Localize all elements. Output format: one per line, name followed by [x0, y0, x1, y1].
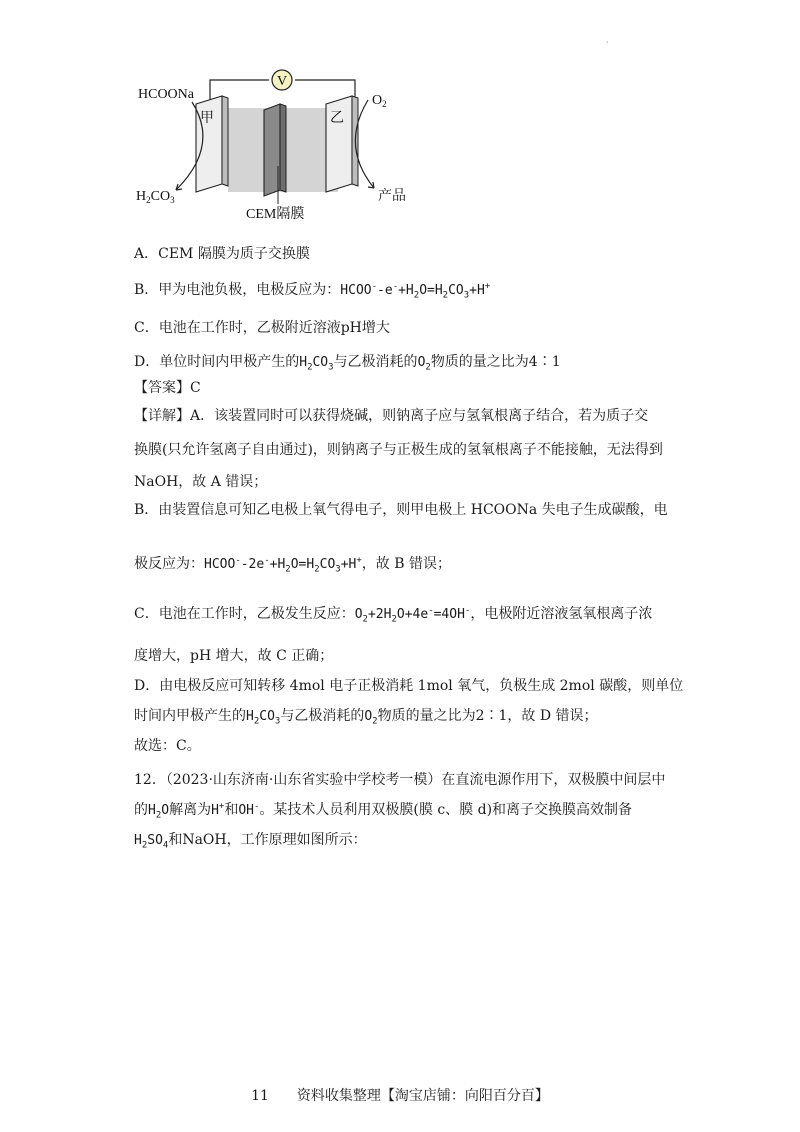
question-12-line-3: $H_2SO_4$和NaOH，工作原理如图所示：: [134, 832, 367, 851]
label-electrode-jia: 甲: [200, 111, 214, 126]
footer-source: 资料收集整理【淘宝店铺：向阳百分百】: [296, 1088, 549, 1104]
svg-text:V: V: [276, 74, 288, 89]
label-cem-membrane: CEM隔膜: [246, 207, 305, 222]
option-c: C．电池在工作时，乙极附近溶液pH增大: [134, 320, 390, 336]
label-hcoona: HCOONa: [138, 87, 194, 102]
explain-line-8: D．由电极反应可知转移 4mol 电子正极消耗 1mol 氧气，负极生成 2mol 碳酸，则单位: [134, 678, 684, 694]
explain-line-5: 极反应为：$HCOO^--2e^-+H_2O=H_2CO_3+H^+$，故 B 错误；: [134, 555, 451, 575]
explain-line-3: NaOH，故 A 错误；: [134, 474, 268, 490]
answer: 【答案】C: [134, 380, 201, 396]
option-a: A．CEM 隔膜为质子交换膜: [134, 246, 310, 262]
corner-mark: ': [606, 40, 609, 49]
explain-line-2: 换膜(只允许氢离子自由通过)，则钠离子与正极生成的氢氧根离子不能接触，无法得到: [134, 442, 663, 458]
explain-line-10: 故选：C。: [134, 738, 201, 754]
option-b: B．甲为电池负极，电极反应为：$HCOO^--e^-+H_2O=H_2CO_3+H^+$: [134, 281, 491, 301]
page-footer: [0, 1085, 800, 1105]
label-electrode-yi: 乙: [330, 111, 344, 126]
explain-line-1: 【详解】A．该装置同时可以获得烧碱，则钠离子应与氢氧根离子结合，若为质子交: [134, 408, 649, 424]
battery-diagram: [130, 66, 430, 226]
equation-b: $HCOO^--e^-+H_2O=H_2CO_3+H^+$: [340, 281, 491, 301]
option-d: D．单位时间内甲极产生的$H_2CO_3$与乙极消耗的$O_2$物质的量之比为4∶1: [134, 354, 561, 373]
label-o2: $O_2$: [372, 93, 387, 109]
label-product: 产品: [378, 189, 406, 204]
page-number: 11: [251, 1088, 269, 1104]
question-12-line-2: 的$H_2O$解离为H+和OH-。某技术人员利用双极膜(膜 c、膜 d)和离子交换膜高效制备: [134, 801, 633, 821]
explain-line-9: 时间内甲极产生的$H_2CO_3$与乙极消耗的$O_2$物质的量之比为2∶1，故 D 错误；: [134, 708, 598, 727]
label-h2co3: $H_2CO_3$: [136, 189, 175, 205]
question-12-line-1: 12．（2023·山东济南·山东省实验中学校考一模）在直流电源作用下，双极膜中间层中: [134, 772, 666, 788]
explain-line-7: 度增大，pH 增大，故 C 正确；: [134, 648, 334, 664]
explain-line-6: C．电池在工作时，乙极发生反应：$O_2+2H_2O+4e^-=4OH^-$，电极附近溶液氢氧根离子浓: [134, 605, 653, 625]
explain-line-4: B．由装置信息可知乙电极上氧气得电子，则甲电极上 HCOONa 失电子生成碳酸，电: [134, 502, 668, 518]
